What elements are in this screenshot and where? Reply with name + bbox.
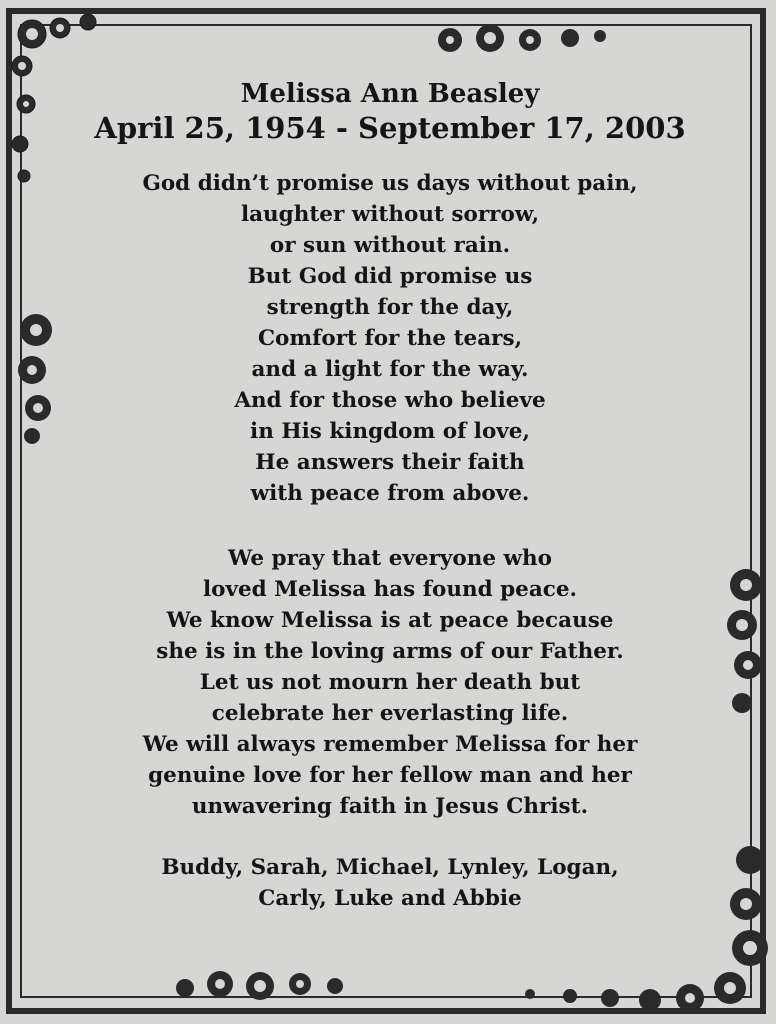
poem-line: with peace from above. [250,481,530,506]
obituary-content [40,78,740,914]
prayer-line: celebrate her everlasting life. [211,701,569,726]
prayer-line: We will always remember Melissa for her [142,732,638,757]
floral-ornament-top-center-icon [420,14,620,64]
poem-line: And for those who believe [234,388,546,413]
poem-line: He answers their faith [255,450,525,475]
poem-line: Comfort for the tears, [257,326,523,351]
memorial-poem [40,168,740,509]
poem-line: But God did promise us [247,264,533,289]
family-line: Carly, Luke and Abbie [258,886,522,911]
prayer-line: unwavering faith in Jesus Christ. [191,794,589,819]
poem-line: God didn’t promise us days without pain, [142,171,638,196]
poem-line: and a light for the way. [251,357,529,382]
poem-line: or sun without rain. [269,233,511,258]
prayer-line: We know Melissa is at peace because [166,608,614,633]
family-line: Buddy, Sarah, Michael, Lynley, Logan, [161,855,619,880]
prayer-line: she is in the loving arms of our Father. [156,639,624,664]
prayer-line: Let us not mourn her death but [199,670,581,695]
floral-ornament-bottom-center-icon [165,960,355,1010]
deceased-name: Melissa Ann Beasley [240,79,540,109]
family-prayer [40,543,740,822]
poem-line: in His kingdom of love, [250,419,530,444]
poem-line: laughter without sorrow, [240,202,540,227]
prayer-line: genuine love for her fellow man and her [148,763,632,788]
life-dates: April 25, 1954 - September 17, 2003 [94,111,686,145]
poem-line: strength for the day, [266,295,514,320]
prayer-line: We pray that everyone who [227,546,553,571]
family-signature [40,852,740,914]
prayer-line: loved Melissa has found peace. [202,577,578,602]
